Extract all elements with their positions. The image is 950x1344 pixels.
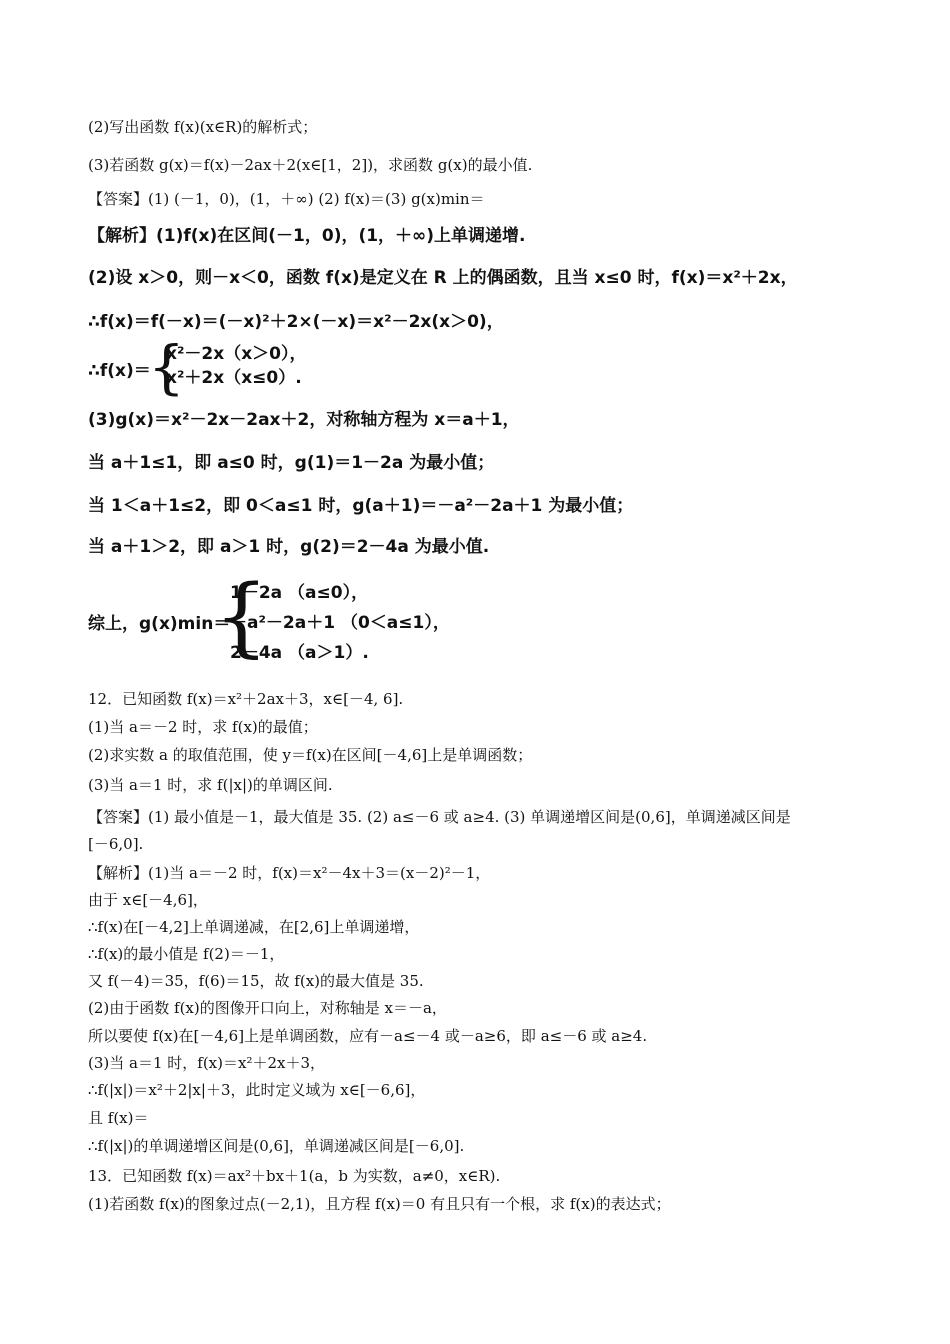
- q11-solution-line5: 当 a＋1≤1，即 a≤0 时，g(1)＝1－2a 为最小值；: [88, 453, 495, 473]
- q11-solution-line7: 当 a＋1＞2，即 a＞1 时，g(2)＝2－4a 为最小值.: [88, 537, 490, 557]
- q11-solution-line3: ∴f(x)＝f(－x)＝(－x)²＋2×(－x)＝x²－2x(x＞0)，: [88, 312, 504, 332]
- q12-solution-line: 且 f(x)＝: [88, 1109, 149, 1127]
- q11-summary-rows: [230, 578, 450, 668]
- q12-part1: (1)当 a＝－2 时，求 f(x)的最值；: [88, 718, 318, 736]
- q12-solution-line: ∴f(|x|)＝x²＋2|x|＋3，此时定义域为 x∈[－6,6]，: [88, 1081, 426, 1099]
- q12-answer-line1: 【答案】(1) 最小值是－1，最大值是 35. (2) a≤－6 或 a≥4. (3) 单调递增区间是(0,6]，单调递减区间是: [88, 808, 791, 826]
- q12-solution-line: (2)由于函数 f(x)的图像开口向上，对称轴是 x＝－a，: [88, 999, 447, 1017]
- q11-summary-row2: －a²－2a＋1 （0＜a≤1），: [230, 613, 450, 633]
- q12-solution-line: ∴f(x)在[－4,2]上单调递减，在[2,6]上单调递增，: [88, 918, 420, 936]
- q11-summary-row3: 2－4a （a＞1）.: [230, 643, 369, 663]
- q11-piecewise-prefix: ∴f(x)＝: [88, 361, 151, 381]
- q13-part1: (1)若函数 f(x)的图象过点(－2,1)，且方程 f(x)＝0 有且只有一个根，求 f(x)的表达式；: [88, 1195, 671, 1213]
- q11-solution-line1: 【解析】(1)f(x)在区间(－1，0)，(1，＋∞)上单调递增.: [88, 226, 526, 246]
- q11-summary-prefix: 综上，g(x)min＝: [88, 614, 231, 634]
- q12-stem: 12．已知函数 f(x)＝x²＋2ax＋3，x∈[－4, 6].: [88, 690, 404, 708]
- q12-solution-line: 又 f(－4)＝35，f(6)＝15，故 f(x)的最大值是 35.: [88, 972, 424, 990]
- q12-solution-line: 由于 x∈[－4,6]，: [88, 891, 208, 909]
- q12-solution-line: ∴f(|x|)的单调递增区间是(0,6]，单调递减区间是[－6,0].: [88, 1137, 465, 1155]
- q13-stem: 13．已知函数 f(x)＝ax²＋bx＋1(a，b 为实数，a≠0，x∈R).: [88, 1167, 501, 1185]
- piecewise-brace: {: [148, 333, 185, 401]
- q12-solution-line: 【解析】(1)当 a＝－2 时，f(x)＝x²－4x＋3＝(x－2)²－1，: [88, 864, 491, 882]
- q12-solution-line: (3)当 a＝1 时，f(x)＝x²＋2x＋3，: [88, 1054, 326, 1072]
- q12-part2: (2)求实数 a 的取值范围，使 y＝f(x)在区间[－4,6]上是单调函数；: [88, 746, 533, 764]
- q11-answer: 【答案】(1) (－1，0)，(1，＋∞) (2) f(x)＝(3) g(x)min＝: [88, 190, 485, 208]
- q11-piecewise-row1: x²－2x（x＞0），: [166, 344, 307, 364]
- q11-solution-line6: 当 1＜a＋1≤2，即 0＜a≤1 时，g(a＋1)＝－a²－2a＋1 为最小值；: [88, 496, 634, 516]
- q12-part3: (3)当 a＝1 时，求 f(|x|)的单调区间.: [88, 776, 333, 794]
- q12-solution-line: 所以要使 f(x)在[－4,6]上是单调函数，应有－a≤－4 或－a≥6，即 a≤－6 或 a≥4.: [88, 1027, 648, 1045]
- q11-piecewise-row2: x²＋2x（x≤0）.: [166, 368, 302, 388]
- summary-brace: {: [214, 567, 269, 667]
- q12-answer-line2: [－6,0].: [88, 835, 144, 853]
- q11-part3: (3)若函数 g(x)＝f(x)－2ax＋2(x∈[1，2])，求函数 g(x)的最小值.: [88, 156, 533, 174]
- q11-piecewise-rows: [166, 342, 307, 390]
- q11-summary-row1: 1－2a （a≤0），: [230, 583, 369, 603]
- q11-part2: (2)写出函数 f(x)(x∈R)的解析式；: [88, 118, 318, 136]
- q12-solution-line: ∴f(x)的最小值是 f(2)＝－1，: [88, 945, 285, 963]
- q11-solution-line2: (2)设 x＞0，则－x＜0，函数 f(x)是定义在 R 上的偶函数，且当 x≤0 时，f(x)＝x²＋2x，: [88, 268, 798, 288]
- q11-solution-line4: (3)g(x)＝x²－2x－2ax＋2，对称轴方程为 x＝a＋1，: [88, 410, 520, 430]
